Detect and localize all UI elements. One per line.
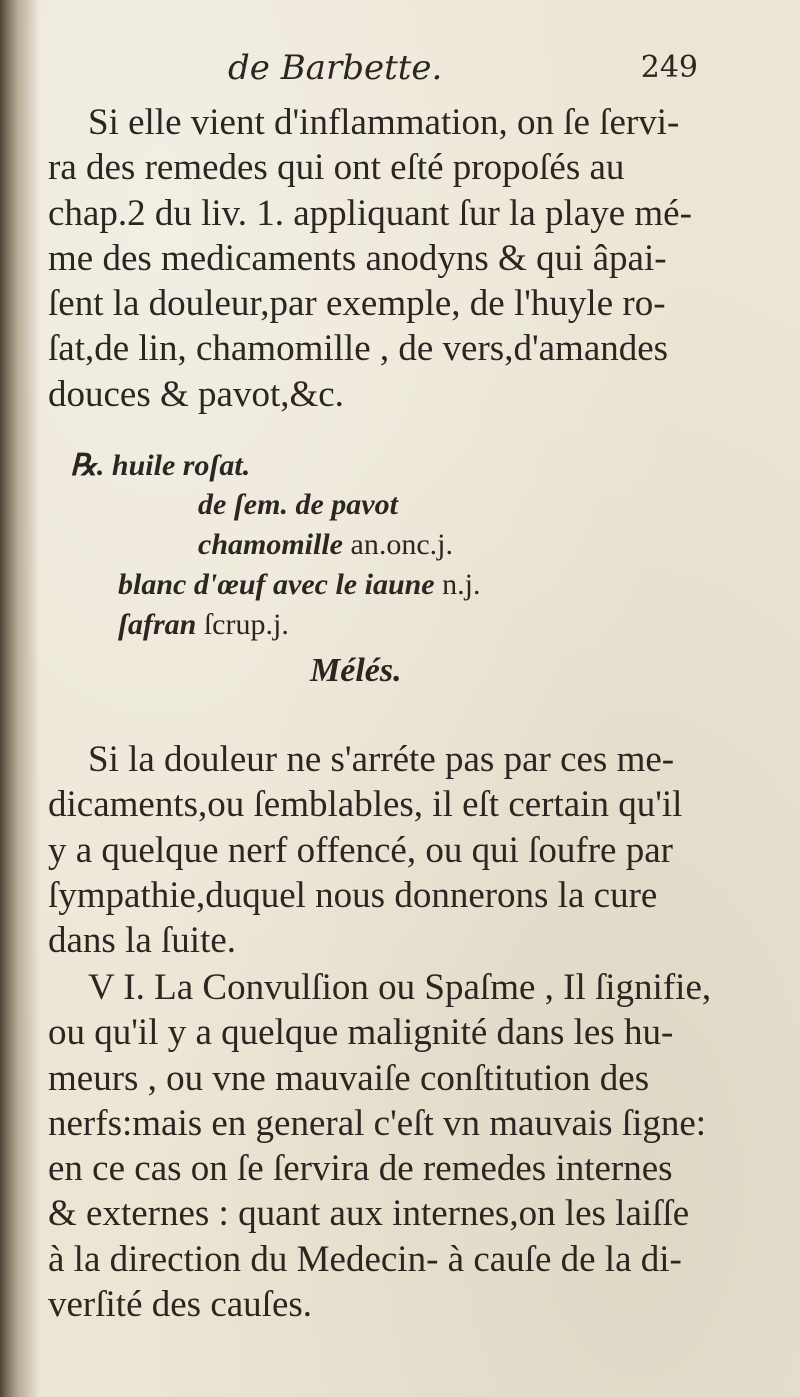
text-line — [48, 965, 720, 1010]
recipe-line — [198, 488, 398, 522]
text-line: dans la ſuite. — [48, 920, 237, 962]
recipe-ingredient: huile roſat. — [111, 449, 251, 482]
recipe-block — [70, 448, 670, 708]
text-line: ſat,de lin, chamomille , de vers,d'amandes — [48, 328, 669, 370]
page-number: 249 — [640, 50, 698, 85]
text-line: me des medicaments anodyns & qui âpai- — [48, 237, 667, 279]
text-line: Si la douleur ne s'arréte pas par ces me- — [88, 739, 675, 780]
text-line: verſité des cauſes. — [48, 1284, 313, 1326]
text-line: ou qu'il y a quelque malignité dans les hu- — [48, 1012, 674, 1054]
text-line: douces & pavot,&c. — [48, 373, 344, 415]
text-line: en ce cas on ſe ſervira de remedes internes — [48, 1148, 673, 1190]
recipe-dose: ſcrup.j. — [203, 608, 289, 641]
page-gutter-shadow — [0, 0, 40, 1397]
page-header — [228, 48, 698, 100]
recipe-ingredient: chamomille — [198, 528, 343, 561]
recipe-instruction: Mélés. — [310, 652, 402, 689]
text-line-content: La Convulſion ou Spaſme , Il ſignifie, — [154, 967, 712, 1008]
text-line: Si elle vient d'inflammation, on ſe ſervi- — [88, 102, 680, 143]
text-line: nerfs:mais en general c'eſt vn mauvais ſigne: — [48, 1102, 707, 1144]
text-line: meurs , ou vne mauvaiſe conſtitution des — [48, 1057, 650, 1099]
text-line: à la direction du Medecin- à cauſe de la di- — [48, 1238, 682, 1280]
paragraph-convulsion — [48, 965, 720, 1327]
recipe-dose: n.j. — [442, 568, 481, 601]
text-line: dicaments,ou ſemblables, il eſt certain qu'il — [48, 784, 683, 826]
text-line: ſympathie,duquel nous donnerons la cure — [48, 874, 658, 916]
recipe-ingredient: ſafran — [118, 608, 197, 641]
recipe-ingredient: de ſem. de pavot — [198, 488, 398, 521]
text-line: ſent la douleur,par exemple, de l'huyle ro- — [48, 283, 666, 325]
text-line: y a quelque nerf offencé, ou qui ſoufre par — [48, 829, 673, 871]
recipe-symbol: ℞. — [70, 449, 105, 482]
paragraph-inflammation — [48, 100, 720, 417]
section-numeral: V I. — [88, 967, 145, 1008]
text-line: & externes : quant aux internes,on les laiſſe — [48, 1193, 690, 1235]
recipe-dose: an.onc.j. — [350, 528, 453, 561]
text-line: chap.2 du liv. 1. appliquant ſur la playe mé- — [48, 192, 692, 234]
recipe-line — [70, 448, 250, 483]
paragraph-pain — [48, 737, 720, 963]
recipe-ingredient: blanc d'œuf avec le iaune — [118, 568, 435, 601]
recipe-line — [118, 608, 289, 642]
running-title: de Barbette. — [228, 48, 443, 88]
text-line: ra des remedes qui ont eſté propoſés au — [48, 147, 625, 189]
recipe-line — [118, 568, 480, 602]
recipe-line — [198, 528, 453, 562]
